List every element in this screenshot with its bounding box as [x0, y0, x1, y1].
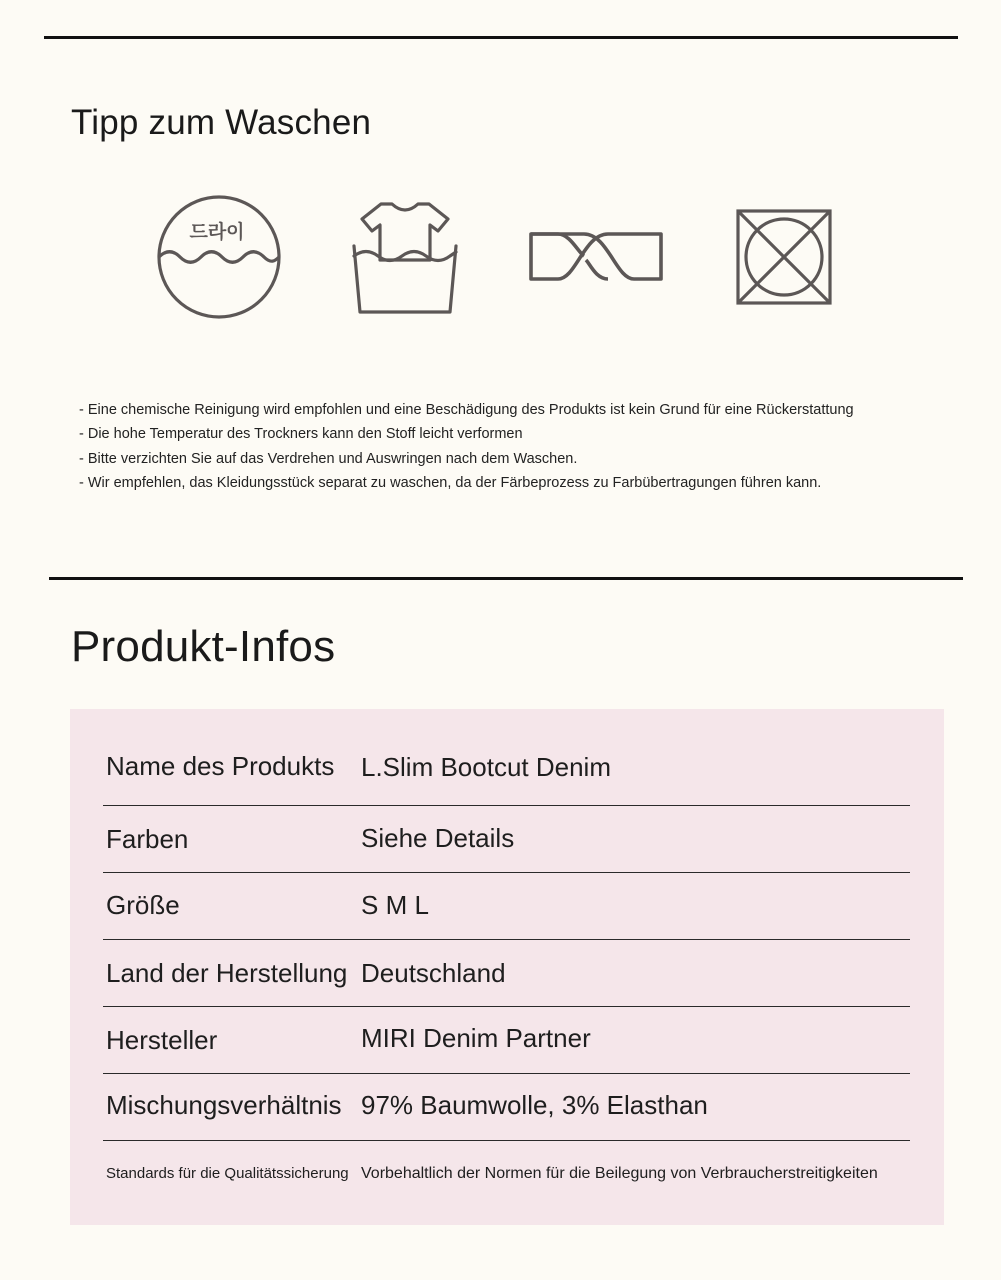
row-label: Name des Produkts	[106, 751, 335, 781]
row-label: Größe	[106, 890, 180, 920]
top-divider	[44, 36, 958, 39]
row-value: S M L	[361, 890, 429, 920]
row-label: Standards für die Qualitätssicherung	[106, 1165, 349, 1182]
washing-note: - Wir empfehlen, das Kleidungsstück separat zu waschen, da der Färbeprozess zu Farbübertragungen führen kann.	[79, 474, 822, 491]
table-row	[103, 1141, 910, 1191]
row-label: Mischungsverhältnis	[106, 1090, 342, 1120]
table-row	[103, 1007, 910, 1074]
washing-note: - Eine chemische Reinigung wird empfohlen und eine Beschädigung des Produkts ist kein Grund für eine Rückerstattung	[79, 402, 854, 418]
do-not-wring-icon	[528, 228, 664, 284]
product-info-table	[70, 709, 944, 1225]
row-value: Deutschland	[361, 958, 506, 988]
row-label: Farben	[106, 824, 189, 854]
product-info-title: Produkt-Infos	[71, 622, 336, 671]
table-row	[103, 873, 910, 940]
dry-clean-icon	[155, 193, 283, 321]
row-value: Vorbehaltlich der Normen für die Beilegung von Verbraucherstreitigkeiten	[361, 1165, 878, 1182]
dry-clean-label: 드라이	[189, 221, 245, 243]
table-row	[103, 806, 910, 873]
washing-tips-title: Tipp zum Waschen	[71, 103, 372, 142]
section-divider	[49, 577, 963, 580]
row-value: L.Slim Bootcut Denim	[361, 752, 611, 782]
table-row	[103, 940, 910, 1007]
do-not-tumble-dry-icon	[735, 208, 833, 306]
row-value: 97% Baumwolle, 3% Elasthan	[361, 1090, 708, 1120]
table-row	[103, 745, 910, 806]
washing-notes	[79, 398, 854, 495]
row-label: Hersteller	[106, 1025, 218, 1055]
washing-note: - Die hohe Temperatur des Trockners kann den Stoff leicht verformen	[79, 426, 523, 443]
table-row	[103, 1074, 910, 1141]
hand-wash-icon	[348, 200, 462, 316]
row-label: Land der Herstellung	[106, 958, 348, 988]
row-value: MIRI Denim Partner	[361, 1023, 591, 1053]
washing-note: - Bitte verzichten Sie auf das Verdrehen und Auswringen nach dem Waschen.	[79, 450, 578, 467]
row-value: Siehe Details	[361, 823, 515, 853]
